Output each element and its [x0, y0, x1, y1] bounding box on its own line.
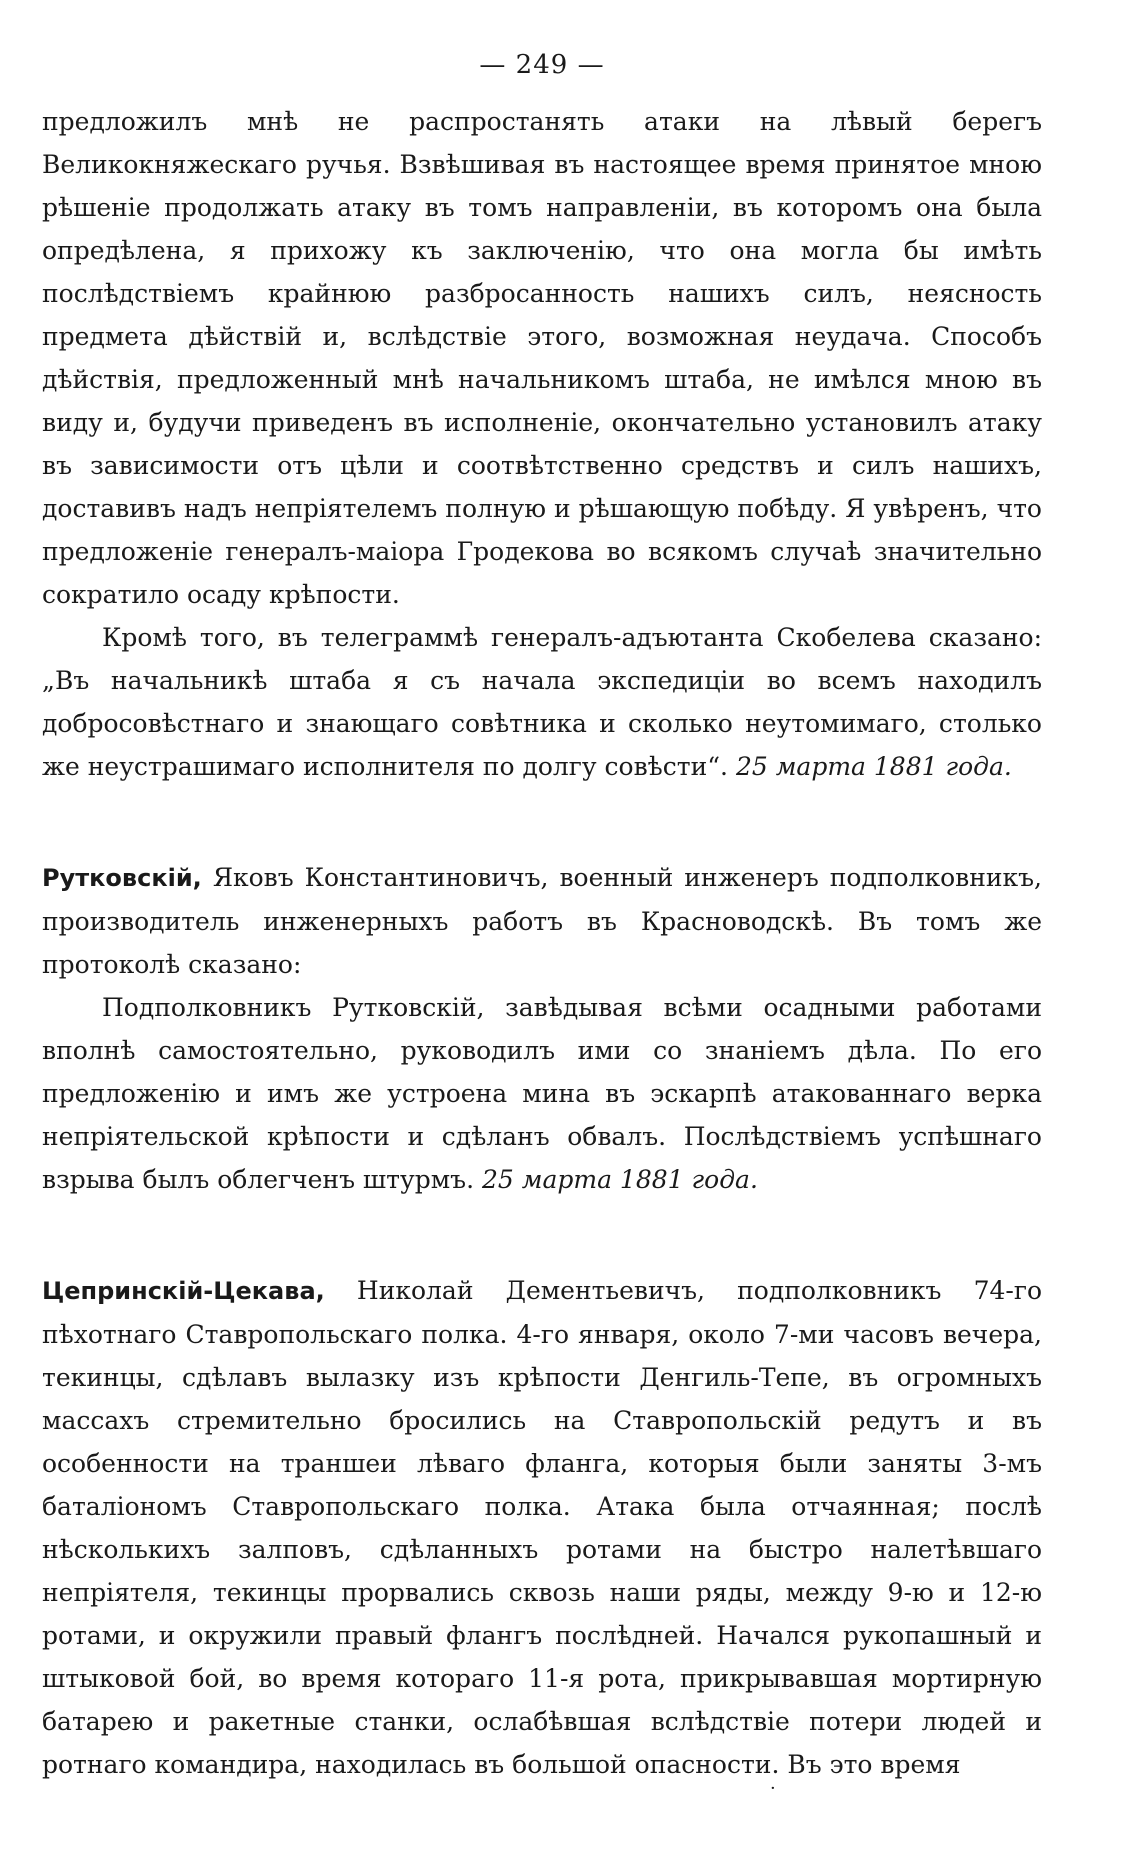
telegram-text: Кромѣ того, въ телеграммѣ генералъ-адъютанта Скобелева сказано: „Въ начальникѣ штаба я съ начала экспедиціи во всемъ находилъ добросовѣстнаго и знающаго совѣтника и сколько неутомимаго, столько же неустрашимаго исполнителя по долгу совѣсти“.: [42, 623, 1042, 781]
entry-tseprinsky-name: Цепринскій-Цекава,: [42, 1277, 325, 1305]
entry-rutkovsky-name: Рутковскій,: [42, 864, 202, 892]
page-number: — 249 —: [479, 50, 605, 80]
entry-rutkovsky: [42, 856, 1042, 1201]
paragraph-continuation: предложилъ мнѣ не распростанять атаки на лѣвый берегъ Великокняжескаго ручья. Взвѣшивая въ настоящее время принятое мною рѣшеніе продолжать атаку въ томъ направленіи, въ которомъ она была опредѣлена, я прихожу къ заключенію, что она могла бы имѣть послѣдствіемъ крайнюю разбросанность нашихъ силъ, неясность предмета дѣйствій и, вслѣдствіе этого, возможная неудача. Способъ дѣйствія, предложенный мнѣ начальникомъ штаба, не имѣлся мною въ виду и, будучи приведенъ въ исполненіе, окончательно установилъ атаку въ зависимости отъ цѣли и соотвѣтственно средствъ и силъ нашихъ, доставивъ надъ непріятелемъ полную и рѣшающую побѣду. Я увѣренъ, что предложеніе генералъ-маіора Гродекова во всякомъ случаѣ значительно сократило осаду крѣпости.: [42, 107, 1042, 609]
telegram-date: 25 марта 1881 года.: [735, 752, 1012, 781]
entry-rutkovsky-intro-text: Яковъ Константиновичъ, военный инженеръ подполковникъ, производитель инженерныхъ работъ въ Красноводскѣ. Въ томъ же протоколѣ сказано:: [42, 863, 1043, 979]
entry-rutkovsky-body: [42, 986, 1042, 1201]
paragraph-telegram: [42, 616, 1042, 788]
document-page: [42, 50, 1042, 1786]
entry-tseprinsky: [42, 1269, 1042, 1786]
entry-rutkovsky-body-text: Подполковникъ Рутковскій, завѣдывая всѣми осадными работами вполнѣ самостоятельно, руководилъ ими со знаніемъ дѣла. По его предложенію и имъ же устроена мина въ эскарпѣ атакованнаго верка непріятельской крѣпости и сдѣланъ обвалъ. Послѣдствіемъ успѣшнаго взрыва былъ облегченъ штурмъ.: [42, 993, 1042, 1194]
entry-rutkovsky-date: 25 марта 1881 года.: [481, 1165, 758, 1194]
entry-tseprinsky-intro-text: Николай Дементьевичъ, подполковникъ 74-го пѣхотнаго Ставропольскаго полка. 4-го января, около 7-ми часовъ вечера, текинцы, сдѣлавъ вылазку изъ крѣпости Денгиль-Тепе, въ огромныхъ массахъ стремительно бросились на Ставропольскій редутъ и въ особенности на траншеи лѣваго фланга, которыя были заняты 3-мъ баталіономъ Ставропольскаго полка. Атака была отчаянная; послѣ нѣсколькихъ залповъ, сдѣланныхъ ротами на быстро налетѣвшаго непріятеля, текинцы прорвались сквозь наши ряды, между 9-ю и 12-ю ротами, и окружили правый флангъ послѣдней. Начался рукопашный и штыковой бой, во время котораго 11-я рота, прикрывавшая мортирную батарею и ракетные станки, ослабѣвшая вслѣдствіе потери людей и ротнаго командира, находилась въ большой опасности. Въ это время: [42, 1276, 1042, 1779]
entry-tseprinsky-intro: [42, 1269, 1042, 1786]
entry-rutkovsky-intro: [42, 856, 1042, 986]
page-end-mark: ·: [770, 1778, 776, 1799]
